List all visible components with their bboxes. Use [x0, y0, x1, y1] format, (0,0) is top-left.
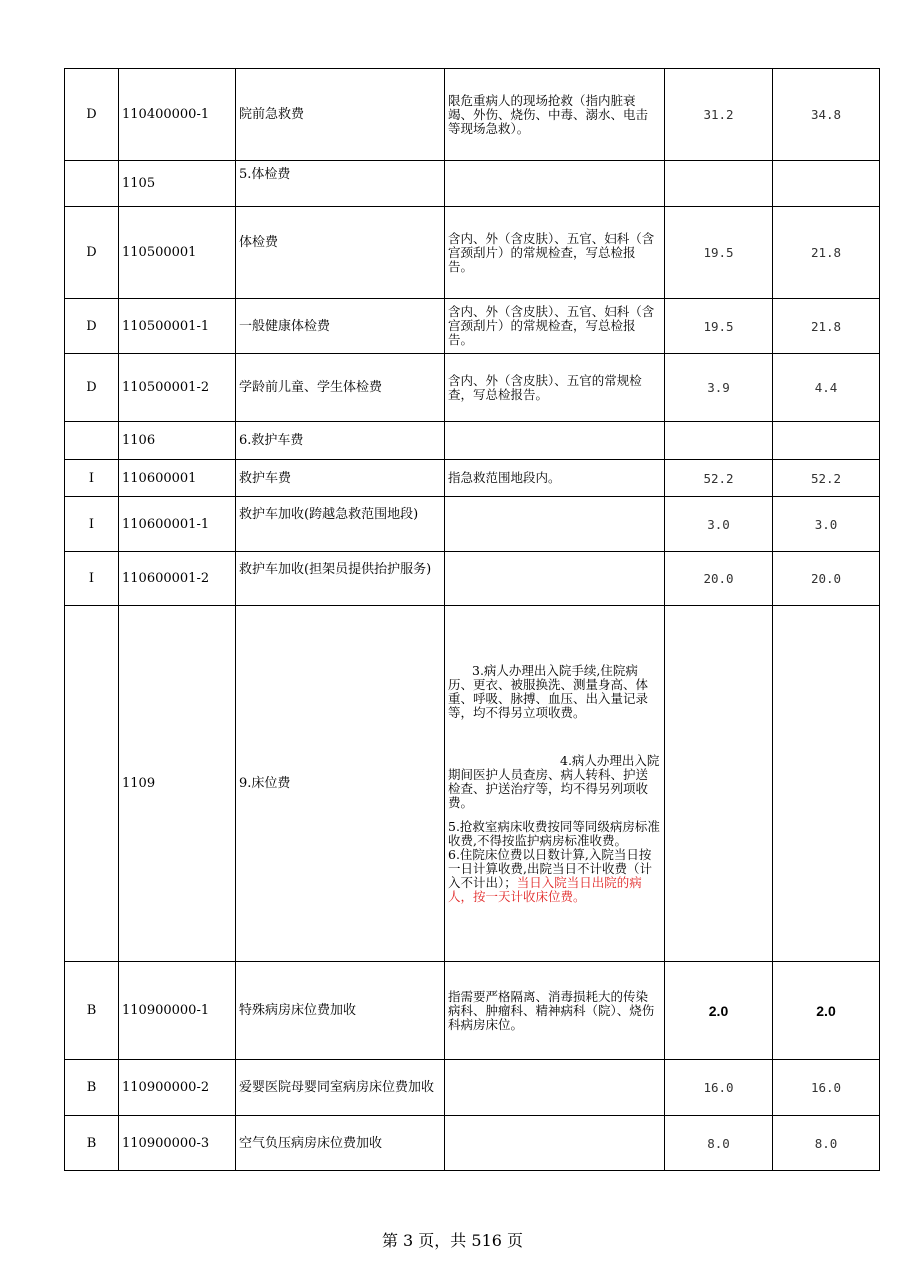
- name-cell: 空气负压病房床位费加收: [236, 1116, 445, 1171]
- table-row: [65, 962, 880, 1060]
- description-paragraph: 3.病人办理出入院手续,住院病历、更衣、被服换洗、测量身高、体重、呼吸、脉搏、血压、出入量记录等，均不得另立项收费。: [448, 662, 649, 720]
- code-cell: 110600001-1: [119, 497, 236, 552]
- code-cell: 1106: [119, 422, 236, 460]
- category-cell: D: [65, 354, 119, 422]
- name-cell: 9.床位费: [236, 606, 445, 962]
- name-cell: 一般健康体检费: [236, 299, 445, 354]
- description-cell: [445, 606, 665, 962]
- description-cell: 含内、外（含皮肤）、五官、妇科（含宫颈刮片）的常规检查，写总检报告。: [445, 299, 665, 354]
- name-cell: 救护车加收(担架员提供抬护服务): [236, 552, 445, 606]
- table-row: [65, 1116, 880, 1171]
- name-cell: 5.体检费: [236, 161, 445, 207]
- price-cell: 8.0: [773, 1116, 880, 1171]
- category-cell: D: [65, 207, 119, 299]
- price-cell: [665, 606, 773, 962]
- table-row: [65, 354, 880, 422]
- table-row: [65, 161, 880, 207]
- code-cell: 110600001: [119, 460, 236, 497]
- description-cell: [445, 422, 665, 460]
- code-cell: 110600001-2: [119, 552, 236, 606]
- price-cell: [665, 422, 773, 460]
- price-cell: 52.2: [773, 460, 880, 497]
- price-cell: [773, 161, 880, 207]
- category-cell: [65, 606, 119, 962]
- category-cell: D: [65, 69, 119, 161]
- code-cell: 110900000-2: [119, 1060, 236, 1116]
- description-text: 6.住院床位费以日数计算,入院当日按一日计算收费,出院当日不计收费（计入不计出）；: [448, 846, 652, 890]
- category-cell: I: [65, 460, 119, 497]
- price-cell: 16.0: [665, 1060, 773, 1116]
- description-paragraph: 5.抢救室病床收费按同等同级病房标准收费,不得按监护病房标准收费。: [448, 818, 660, 848]
- table-row: [65, 497, 880, 552]
- category-cell: [65, 422, 119, 460]
- code-cell: 110500001-2: [119, 354, 236, 422]
- table-row: [65, 552, 880, 606]
- price-cell: [665, 161, 773, 207]
- category-cell: D: [65, 299, 119, 354]
- table-row: [65, 422, 880, 460]
- price-cell: 8.0: [665, 1116, 773, 1171]
- description-cell: 指急救范围地段内。: [445, 460, 665, 497]
- code-cell: 110500001: [119, 207, 236, 299]
- table-row: [65, 69, 880, 161]
- price-cell: 20.0: [773, 552, 880, 606]
- description-cell: [445, 1060, 665, 1116]
- description-cell: 指需要严格隔离、消毒损耗大的传染病科、肿瘤科、精神病科（院）、烧伤科病房床位。: [445, 962, 665, 1060]
- table-row: [65, 299, 880, 354]
- price-cell: 21.8: [773, 207, 880, 299]
- name-cell: 学龄前儿童、学生体检费: [236, 354, 445, 422]
- price-cell: 20.0: [665, 552, 773, 606]
- price-cell: 2.0: [665, 962, 773, 1060]
- description-cell: 限危重病人的现场抢救（指内脏衰竭、外伤、烧伤、中毒、溺水、电击等现场急救）。: [445, 69, 665, 161]
- price-cell: 3.0: [665, 497, 773, 552]
- price-cell: 21.8: [773, 299, 880, 354]
- category-cell: I: [65, 552, 119, 606]
- category-cell: B: [65, 1116, 119, 1171]
- description-paragraph: 4.病人办理出入院期间医护人员查房、病人转科、护送检查、护送治疗等，均不得另列项收费。: [448, 752, 660, 810]
- price-cell: 19.5: [665, 207, 773, 299]
- description-cell: [445, 161, 665, 207]
- name-cell: 体检费: [236, 207, 445, 299]
- price-cell: 19.5: [665, 299, 773, 354]
- table-row: [65, 207, 880, 299]
- price-cell: 3.0: [773, 497, 880, 552]
- description-cell: 含内、外（含皮肤）、五官、妇科（含宫颈刮片）的常规检查，写总检报告。: [445, 207, 665, 299]
- price-cell: 2.0: [773, 962, 880, 1060]
- description-cell: [445, 1116, 665, 1171]
- description-paragraph: [448, 848, 660, 904]
- name-cell: 救护车费: [236, 460, 445, 497]
- price-cell: 4.4: [773, 354, 880, 422]
- table-row: [65, 460, 880, 497]
- code-cell: 110900000-1: [119, 962, 236, 1060]
- category-cell: B: [65, 1060, 119, 1116]
- code-cell: 110500001-1: [119, 299, 236, 354]
- code-cell: 110400000-1: [119, 69, 236, 161]
- description-cell: [445, 552, 665, 606]
- code-cell: 1105: [119, 161, 236, 207]
- highlighted-note: 当日入院当日出院的病人，按一天计收床位费。: [448, 874, 642, 904]
- price-cell: 16.0: [773, 1060, 880, 1116]
- page-footer: 第 3 页，共 516 页: [381, 1231, 524, 1250]
- paragraph-gap: [448, 810, 660, 820]
- table-row: [65, 1060, 880, 1116]
- price-cell: [773, 422, 880, 460]
- paragraph-gap: [448, 720, 660, 754]
- category-cell: [65, 161, 119, 207]
- name-cell: 爱婴医院母婴同室病房床位费加收: [236, 1060, 445, 1116]
- name-cell: 特殊病房床位费加收: [236, 962, 445, 1060]
- name-cell: 救护车加收(跨越急救范围地段): [236, 497, 445, 552]
- price-cell: 52.2: [665, 460, 773, 497]
- fee-table: [64, 68, 880, 1171]
- category-cell: B: [65, 962, 119, 1060]
- price-cell: [773, 606, 880, 962]
- code-cell: 1109: [119, 606, 236, 962]
- price-cell: 3.9: [665, 354, 773, 422]
- name-cell: 6.救护车费: [236, 422, 445, 460]
- price-cell: 31.2: [665, 69, 773, 161]
- table-row: [65, 606, 880, 962]
- description-cell: 含内、外（含皮肤）、五官的常规检查，写总检报告。: [445, 354, 665, 422]
- name-cell: 院前急救费: [236, 69, 445, 161]
- code-cell: 110900000-3: [119, 1116, 236, 1171]
- category-cell: I: [65, 497, 119, 552]
- description-cell: [445, 497, 665, 552]
- price-cell: 34.8: [773, 69, 880, 161]
